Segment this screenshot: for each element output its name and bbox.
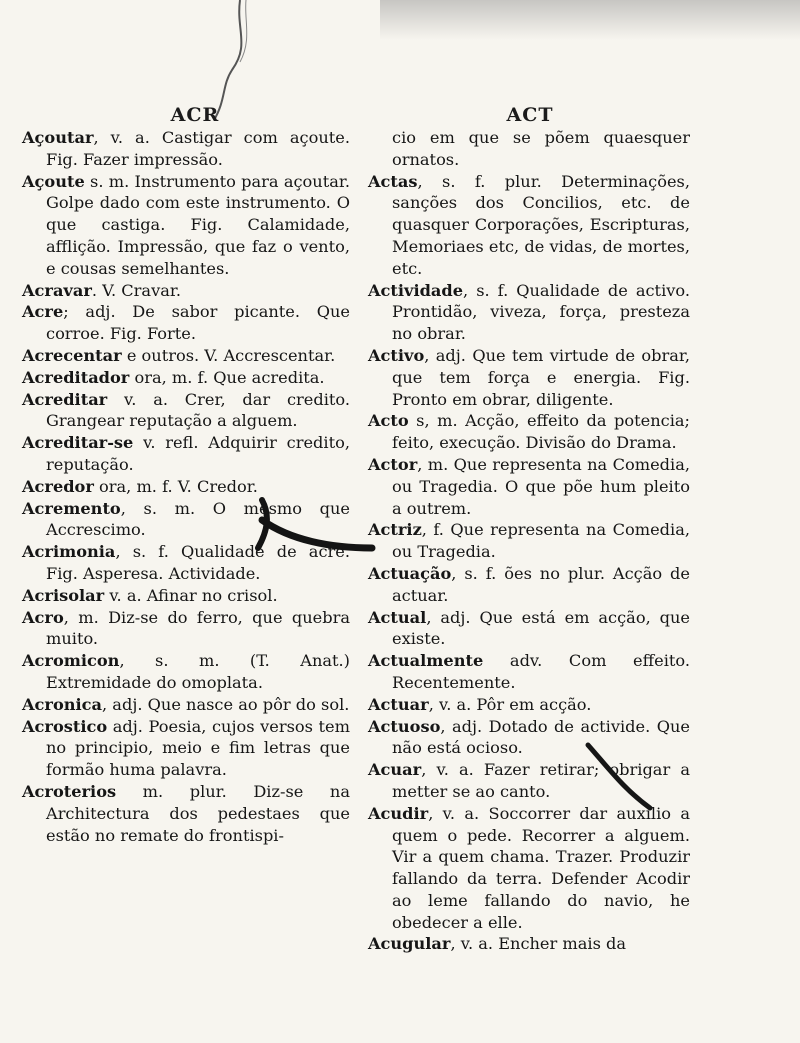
dictionary-entry [368,171,690,280]
dictionary-entry [22,650,350,694]
dictionary-entry [22,367,350,389]
entry-definition: v. refl. Adquirir credito, reputação. [46,433,350,474]
entry-headword: Acuar [368,760,422,780]
entry-headword: Acugular [368,934,451,954]
entry-definition: , s. f. ões no plur. Acção de actuar. [392,563,690,605]
entry-headword: Acrostico [22,716,108,736]
entry-headword: Actualmente [368,651,484,671]
entry-definition: , m. Que representa na Comedia, ou Tragedia. O que põe hum pleito a outrem. [392,454,690,518]
entry-definition: ora, m. f. V. Credor. [93,476,258,496]
entry-headword: Acredor [22,476,94,496]
entry-definition: , adj. Que está em acção, que existe. [392,607,690,649]
entry-definition: , s. f. plur. Determinações, sanções dos Concilios, etc. de quasquer Corporações, Escripturas, Memoriaes etc, de vidas, de mortes, etc. [392,171,690,278]
entry-definition: , m. Diz-se do ferro, que quebra muito. [46,607,350,649]
dictionary-entry [22,694,350,716]
entry-headword: Acronica [22,694,103,714]
left-column [22,127,350,846]
entry-definition: , adj. Dotado de activide. Que não está ocioso. [392,716,690,758]
dictionary-entry [22,607,350,651]
entry-headword: Acromicon [22,651,120,671]
dictionary-entry [22,716,350,781]
entry-headword: Acreditador [22,367,130,387]
dictionary-entry [22,432,350,476]
dictionary-entry [368,803,690,934]
entry-definition: ; adj. De sabor picante. Que corroe. Fig. Forte. [46,302,350,344]
entry-headword: Actuar [368,694,429,714]
dictionary-entry [22,345,350,367]
entry-headword: Açoute [22,171,85,191]
entry-definition: , f. Que representa na Comedia, ou Tragedia. [392,520,690,562]
entry-headword: Açoutar [22,128,94,147]
entry-headword: Actual [368,607,427,627]
entry-headword: Actor [368,454,418,474]
entry-definition: , s. m. (T. Anat.) Extremidade do omoplata. [46,651,350,692]
dictionary-entry [368,716,690,760]
entry-definition: v. a. Crer, dar credito. Grangear reputação a alguem. [46,389,350,431]
entry-headword: Actuação [368,563,452,583]
dictionary-entry [368,280,690,345]
dictionary-entry [368,519,690,563]
dictionary-entry [22,498,350,542]
entry-definition: , s. f. Qualidade de activo. Prontidão, viveza, força, presteza no obrar. [392,280,690,344]
entry-definition: m. plur. Diz-se na Architectura dos pedestaes que estão no remate do frontispi- [46,781,350,845]
running-head-left: ACR [170,104,220,126]
dictionary-entry [368,563,690,607]
entry-headword: Actriz [368,520,422,540]
dictionary-entry [22,171,350,280]
entry-definition: , adj. Que tem virtude de obrar, que tem força e energia. Fig. Pronto em obrar, diligente. [392,345,690,409]
entry-headword: Acrimonia [22,542,116,562]
entry-headword: Acremento [22,498,121,518]
entry-definition: cio em que se põem quaesquer ornatos. [392,128,690,169]
entry-definition: , s. f. Qualidade de acre. Fig. Asperesa. Actividade. [46,542,350,583]
entry-headword: Acrisolar [22,585,105,605]
dictionary-entry [22,127,350,171]
right-column [368,127,690,955]
dictionary-entry [368,650,690,694]
entry-definition: , v. a. Fazer retirar; obrigar a metter se ao canto. [392,760,690,801]
dictionary-entry [368,410,690,454]
dictionary-entry [368,127,690,171]
entry-definition: , v. a. Soccorrer dar auxilio a quem o pede. Recorrer a alguem. Vir a quem chama. Trazer. Produzir fallando da terra. Defender Acodir ao leme fallando do navio, he obedecer a elle. [392,803,690,932]
dictionary-entry [22,389,350,433]
entry-definition: , adj. Que nasce ao pôr do sol. [102,694,350,714]
entry-definition: s, m. Acção, effeito da potencia; feito, execução. Divisão do Drama. [392,411,690,453]
entry-headword: Acro [22,607,64,627]
dictionary-entry [368,607,690,651]
entry-headword: Acravar [22,280,92,300]
entry-headword: Acrecentar [22,345,122,365]
entry-definition: , v. a. Castigar com açoute. Fig. Fazer impressão. [46,128,350,169]
entry-definition: adv. Com effeito. Recentemente. [392,651,690,692]
entry-definition: , v. a. Encher mais da [450,934,627,954]
running-head-right: ACT [506,104,554,126]
dictionary-entry [22,476,350,498]
entry-definition: adj. Poesia, cujos versos tem no principio, meio e fim letras que formão huma palavra. [46,716,350,780]
dictionary-entry [368,694,690,716]
entry-definition: v. a. Afinar no crisol. [104,585,278,605]
entry-definition: , s. m. O mesmo que Accrescimo. [46,498,350,540]
entry-definition: s. m. Instrumento para açoutar. Golpe dado com este instrumento. O que castiga. Fig. Calamidade, afflição. Impressão, que faz o vento, e cousas semelhantes. [46,171,350,278]
entry-definition: e outros. V. Accrescentar. [121,345,336,365]
entry-headword: Acreditar [22,389,108,409]
entry-headword: Actuoso [368,716,441,736]
dictionary-entry [22,280,350,302]
entry-headword: Acto [368,411,409,431]
dictionary-entry [368,933,690,955]
entry-headword: Acudir [368,803,429,823]
dictionary-entry [368,345,690,410]
entry-headword: Acre [22,302,64,322]
dictionary-entry [368,759,690,803]
entry-definition: , v. a. Pôr em acção. [428,694,592,714]
dictionary-entry [22,585,350,607]
entry-headword: Actas [368,171,418,191]
entry-headword: Acreditar-se [22,433,134,453]
entry-definition: . V. Cravar. [91,280,181,300]
dictionary-entry [22,301,350,345]
dictionary-entry [368,454,690,519]
entry-headword: Acroterios [22,781,117,801]
entry-headword: Actividade [368,280,464,300]
dictionary-entry [22,781,350,846]
entry-headword: Activo [368,345,425,365]
entry-definition: ora, m. f. Que acredita. [129,367,325,387]
dictionary-entry [22,541,350,585]
